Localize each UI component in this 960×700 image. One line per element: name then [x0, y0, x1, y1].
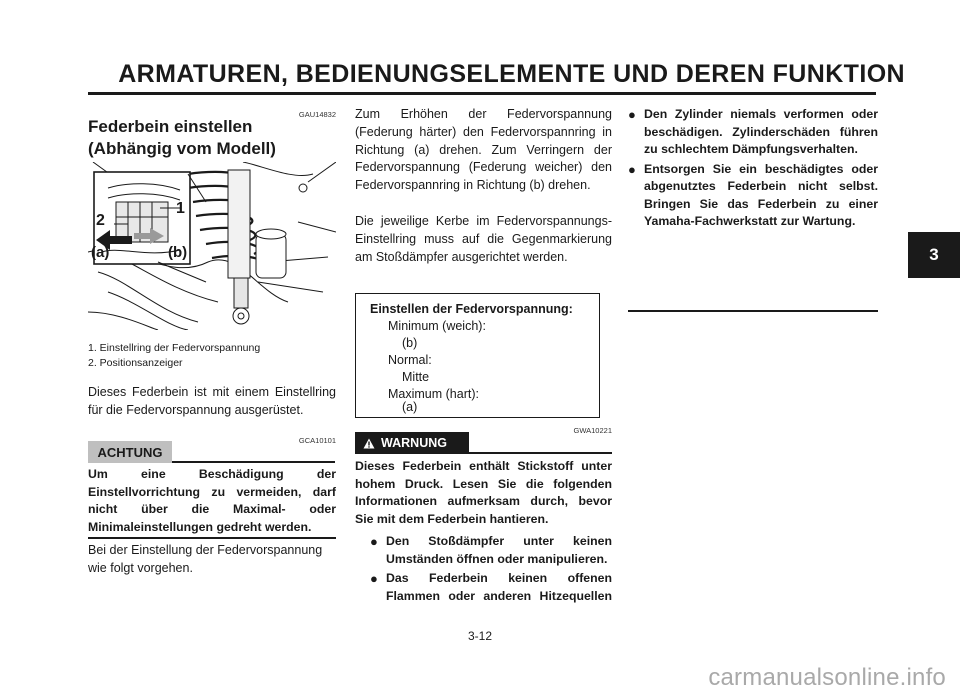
- chapter-tab: 3: [908, 232, 960, 278]
- achtung-rule: [172, 461, 335, 463]
- preload-settings-box: [355, 293, 600, 418]
- bullet-item-1: [370, 533, 612, 568]
- section-title: Federbein einstellen (Abhängig vom Modell): [88, 117, 276, 158]
- bullet-item-2: [370, 570, 612, 605]
- warning-code: GWA10221: [573, 426, 612, 435]
- watermark: carmanualsonline.info: [708, 664, 946, 691]
- intro-paragraph: Dieses Federbein ist mit einem Einstellring für die Federvorspannung ausgerüstet.: [88, 385, 336, 417]
- figure-label-a: (a): [91, 244, 110, 261]
- bullet-icon: ●: [370, 534, 378, 549]
- bullet-icon: ●: [628, 161, 636, 177]
- warning-text: Dieses Federbein enthält Stickstoff unter hohem Druck. Lesen Sie die folgenden Informationen aufmerksam durch, bevor Sie mit dem Federbein hantieren.: [355, 459, 612, 526]
- bullet-text-3: Den Zylinder niemals verformen oder beschädigen. Zylinderschäden führen zu schlechtem Dämpfungsverhalten.: [644, 107, 878, 156]
- adjust-paragraph: Zum Erhöhen der Federvorspannung (Federung härter) den Federvorspannring in Richtung (a) drehen. Zum Verringern der Federvorspannung (Federung weicher) den Federvorspannring in Richtung (b) drehen.: [355, 107, 612, 193]
- max-label: Maximum (hart):: [388, 387, 479, 401]
- page-number: 3-12: [467, 629, 493, 643]
- bullet-item-3: [628, 106, 878, 159]
- warning-bullets-part2: [628, 106, 878, 231]
- alignment-paragraph: Die jeweilige Kerbe im Federvorspannungs-Einstellring muss auf die Gegenmarkierung am Stoßdämpfer ausgerichtet werden.: [355, 214, 612, 264]
- caution-end-rule: [88, 537, 336, 539]
- max-value: (a): [402, 400, 418, 414]
- bullet-icon: ●: [370, 571, 378, 586]
- warnung-rule: [469, 452, 612, 454]
- caution-code: GCA10101: [298, 436, 336, 445]
- bullet-item-4: [628, 161, 878, 231]
- bullet-text-2: Das Federbein keinen offenen Flammen oder anderen Hitzequellen: [386, 571, 612, 603]
- achtung-label: ACHTUNG: [88, 441, 172, 463]
- preload-settings-title: Einstellen der Federvorspannung:: [370, 302, 573, 316]
- procedure-paragraph: Bei der Einstellung der Federvorspannung wie folgt vorgehen.: [88, 543, 323, 575]
- normal-label: Normal:: [388, 353, 432, 367]
- min-label: Minimum (weich):: [388, 319, 486, 333]
- warning-bullets-part1: [370, 533, 612, 605]
- normal-value: Mitte: [402, 370, 430, 384]
- warnung-label: WARNUNG: [381, 436, 447, 450]
- figure-label-1: 1: [176, 200, 185, 217]
- warnung-label-box: [355, 432, 469, 454]
- caption-2: 2. Positionsanzeiger: [88, 356, 183, 369]
- bullet-text-4: Entsorgen Sie ein beschädigtes oder abgenutztes Federbein nicht selbst. Bringen Sie das Federbein zu einer Yamaha-Fachwerkstatt zur Wartung.: [644, 161, 878, 228]
- warning-end-rule: [628, 310, 878, 312]
- min-value: (b): [402, 336, 418, 350]
- header-rule: [88, 92, 876, 95]
- figure-captions: [88, 341, 338, 370]
- warning-triangle-icon: [363, 438, 375, 449]
- shock-absorber-figure: [88, 162, 336, 330]
- figure-label-2: 2: [96, 212, 105, 229]
- shock-absorber-illustration: [88, 162, 336, 330]
- caption-1: 1. Einstellring der Federvorspannung: [88, 342, 261, 354]
- section-code: GAU14832: [298, 110, 336, 119]
- bullet-icon: ●: [628, 107, 636, 122]
- caution-text: Um eine Beschädigung der Einstellvorrichtung zu vermeiden, darf nicht über die Maximal- oder Minimaleinstellungen gedreht werden.: [88, 467, 336, 534]
- bullet-text-1: Den Stoßdämpfer unter keinen Umständen öffnen oder manipulieren.: [386, 534, 612, 566]
- page-header-title: ARMATUREN, BEDIENUNGSELEMENTE UND DEREN FUNKTION: [118, 60, 905, 88]
- figure-label-b: (b): [168, 244, 188, 261]
